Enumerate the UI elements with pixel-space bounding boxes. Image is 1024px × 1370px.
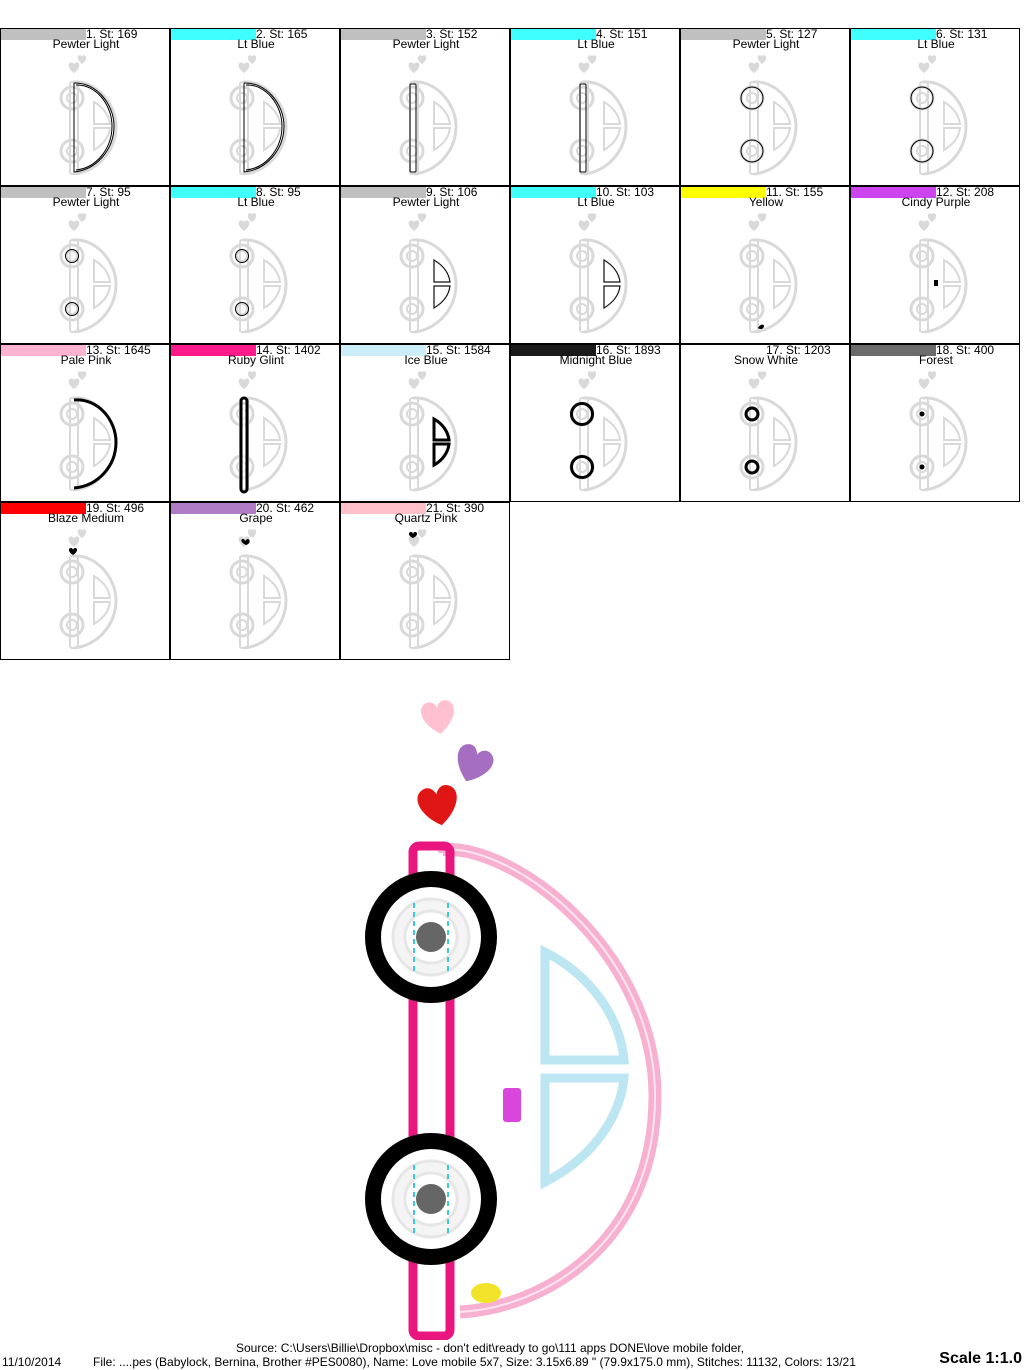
stitch-count: 12. St: 208 — [936, 186, 995, 199]
stop-thumbnail — [226, 212, 296, 342]
thread-name: Lt Blue — [237, 37, 275, 51]
stitch-count: 4. St: 151 — [596, 28, 648, 41]
stitch-count: 1. St: 169 — [86, 28, 138, 41]
front-wheel — [373, 879, 489, 995]
color-stop-4 — [510, 28, 680, 186]
stop-thumbnail — [226, 54, 296, 184]
thread-name: Pewter Light — [52, 195, 120, 209]
stop-thumbnail — [56, 212, 126, 342]
heart-blaze — [416, 783, 462, 828]
color-stop-16 — [510, 344, 680, 502]
thread-name: Pewter Light — [392, 195, 460, 209]
color-stop-13 — [0, 344, 170, 502]
headlight — [471, 1283, 501, 1303]
stitch-count: 17. St: 1203 — [766, 344, 831, 357]
stitch-count: 13. St: 1645 — [86, 344, 151, 357]
stitch-count: 8. St: 95 — [256, 186, 301, 199]
stitch-count: 5. St: 127 — [766, 28, 818, 41]
stitch-count: 19. St: 496 — [86, 502, 145, 515]
stitch-count: 16. St: 1893 — [596, 344, 661, 357]
stitch-count: 11. St: 155 — [766, 186, 824, 199]
color-stop-19 — [0, 502, 170, 660]
stop-thumbnail — [736, 212, 806, 342]
stitch-count: 2. St: 165 — [256, 28, 308, 41]
stitch-count: 6. St: 131 — [936, 28, 988, 41]
stitch-count: 9. St: 106 — [426, 186, 478, 199]
thread-name: Pewter Light — [392, 37, 460, 51]
color-stop-5 — [680, 28, 850, 186]
color-stop-3 — [340, 28, 510, 186]
stitch-count: 15. St: 1584 — [426, 344, 491, 357]
thread-name: Midnight Blue — [559, 353, 633, 367]
stitch-count: 18. St: 400 — [936, 344, 995, 357]
stop-thumbnail — [906, 54, 976, 184]
stop-thumbnail — [736, 370, 806, 500]
stop-thumbnail — [396, 212, 466, 342]
thread-name: Forest — [918, 353, 953, 367]
stitch-count: 10. St: 103 — [596, 186, 655, 199]
thread-name: Pale Pink — [60, 353, 112, 367]
heart-grape — [449, 741, 496, 788]
thread-name: Pewter Light — [732, 37, 800, 51]
thread-name: Lt Blue — [917, 37, 955, 51]
stitch-count: 3. St: 152 — [426, 28, 478, 41]
stop-thumbnail — [396, 370, 466, 500]
color-stop-10 — [510, 186, 680, 344]
stop-thumbnail — [56, 54, 126, 184]
color-stop-14 — [170, 344, 340, 502]
thread-name: Lt Blue — [577, 195, 615, 209]
color-stop-11 — [680, 186, 850, 344]
footer-file-info: File: ....pes (Babylock, Bernina, Brother #PES0080), Name: Love mobile 5x7, Size: 3.15x6.89 " (79.9x175.0 mm), Stitches: 11132, Colors: 13/21 — [93, 1355, 856, 1369]
thread-name: Lt Blue — [237, 195, 275, 209]
design-preview — [340, 688, 680, 1340]
color-stop-2 — [170, 28, 340, 186]
stop-thumbnail — [56, 528, 126, 658]
thread-name: Ruby Glint — [227, 353, 285, 367]
thread-name: Ice Blue — [404, 353, 448, 367]
thread-name: Blaze Medium — [47, 511, 125, 525]
door-handle — [503, 1088, 521, 1122]
stop-thumbnail — [226, 370, 296, 500]
footer-date: 11/10/2014 — [2, 1355, 62, 1369]
thread-name: Lt Blue — [577, 37, 615, 51]
stitch-count: 7. St: 95 — [86, 186, 131, 199]
stop-thumbnail — [566, 54, 636, 184]
thread-name: Pewter Light — [52, 37, 120, 51]
color-stop-7 — [0, 186, 170, 344]
thread-name: Yellow — [748, 195, 784, 209]
stop-thumbnail — [226, 528, 296, 658]
heart-quartz-pink — [420, 699, 457, 736]
color-stop-15 — [340, 344, 510, 502]
stop-thumbnail — [396, 528, 466, 658]
rear-wheel — [373, 1141, 489, 1257]
thread-name: Snow White — [733, 353, 799, 367]
color-stop-6 — [850, 28, 1020, 186]
stitch-count: 20. St: 462 — [256, 502, 315, 515]
color-stop-18 — [850, 344, 1020, 502]
color-stop-12 — [850, 186, 1020, 344]
thread-name: Grape — [239, 511, 273, 525]
scale-label: Scale 1:1.0 — [939, 1350, 1022, 1367]
color-stop-17 — [680, 344, 850, 502]
color-stop-20 — [170, 502, 340, 660]
stop-thumbnail — [566, 212, 636, 342]
color-stop-9 — [340, 186, 510, 344]
footer-source: Source: C:\Users\Billie\Dropbox\misc - don't edit\ready to go\111 apps DONE\love mobile folder, — [236, 1341, 745, 1355]
stitch-count: 14. St: 1402 — [256, 344, 321, 357]
color-stop-1 — [0, 28, 170, 186]
stop-thumbnail — [566, 370, 636, 500]
color-stop-21 — [340, 502, 510, 660]
stop-thumbnail — [906, 370, 976, 500]
window-bottom — [545, 1078, 624, 1182]
thread-name: Quartz Pink — [394, 511, 458, 525]
stitch-count: 21. St: 390 — [426, 502, 485, 515]
stop-thumbnail — [736, 54, 806, 184]
color-stop-8 — [170, 186, 340, 344]
stop-thumbnail — [906, 212, 976, 342]
thread-name: Cindy Purple — [901, 195, 971, 209]
stop-thumbnail — [396, 54, 466, 184]
stop-thumbnail — [56, 370, 126, 500]
